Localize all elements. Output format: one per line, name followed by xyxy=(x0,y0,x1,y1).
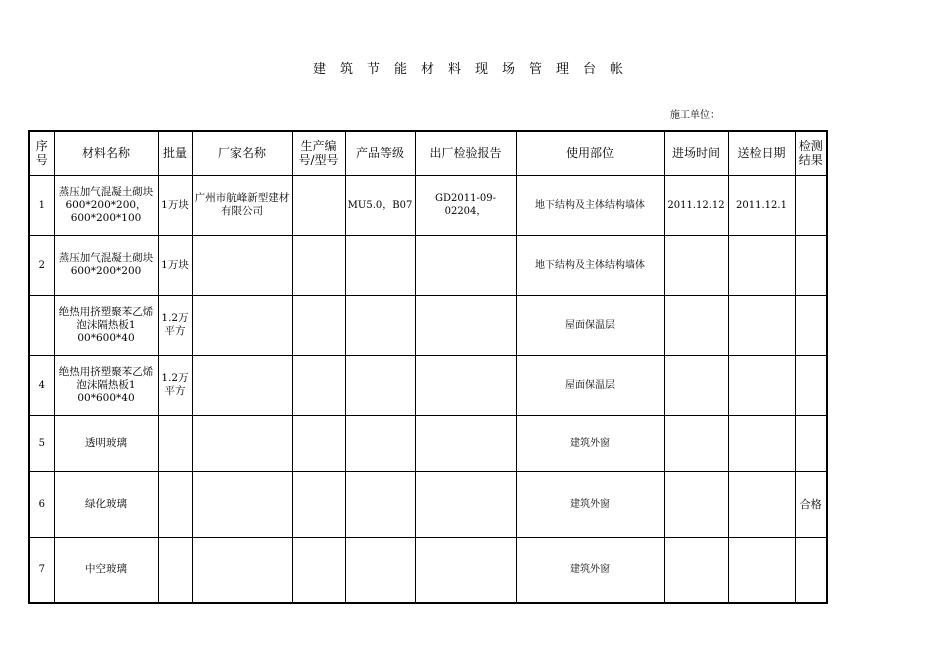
cell-batch: 1万块 xyxy=(158,235,192,295)
cell-test-date xyxy=(728,537,795,603)
cell-manufacturer xyxy=(192,537,292,603)
header-cell-batch: 批量 xyxy=(158,131,192,175)
cell-no xyxy=(29,295,54,355)
cell-factory-report xyxy=(415,235,516,295)
cell-grade: MU5.0，B07 xyxy=(345,175,415,235)
header-cell-location: 使用部位 xyxy=(516,131,664,175)
cell-entry-date xyxy=(664,415,728,471)
cell-grade xyxy=(345,537,415,603)
cell-result xyxy=(795,537,827,603)
cell-entry-date xyxy=(664,235,728,295)
cell-test-date: 2011.12.1 xyxy=(728,175,795,235)
cell-model xyxy=(292,235,345,295)
cell-manufacturer xyxy=(192,471,292,537)
cell-location: 地下结构及主体结构墙体 xyxy=(516,235,664,295)
cell-result: 合格 xyxy=(795,471,827,537)
cell-test-date xyxy=(728,235,795,295)
cell-result xyxy=(795,235,827,295)
cell-test-date xyxy=(728,295,795,355)
cell-grade xyxy=(345,471,415,537)
header-cell-result: 检测结果 xyxy=(795,131,827,175)
cell-batch: 1.2万平方 xyxy=(158,355,192,415)
header-cell-factory-report: 出厂检验报告 xyxy=(415,131,516,175)
cell-factory-report xyxy=(415,415,516,471)
header-cell-test-date: 送检日期 xyxy=(728,131,795,175)
cell-manufacturer xyxy=(192,235,292,295)
table-row xyxy=(29,537,827,603)
table-row xyxy=(29,471,827,537)
cell-material-name: 绝热用挤塑聚苯乙烯泡沫隔热板1 00*600*40 xyxy=(54,355,158,415)
cell-manufacturer xyxy=(192,415,292,471)
cell-manufacturer: 广州市航峰新型建材有限公司 xyxy=(192,175,292,235)
cell-no: 2 xyxy=(29,235,54,295)
cell-entry-date xyxy=(664,471,728,537)
cell-result xyxy=(795,355,827,415)
cell-model xyxy=(292,175,345,235)
cell-grade xyxy=(345,355,415,415)
header-cell-model: 生产编号/型号 xyxy=(292,131,345,175)
cell-result xyxy=(795,415,827,471)
material-ledger-table xyxy=(28,130,828,604)
cell-batch xyxy=(158,415,192,471)
cell-factory-report: GD2011-09-02204， xyxy=(415,175,516,235)
header-cell-no: 序号 xyxy=(29,131,54,175)
cell-location: 屋面保温层 xyxy=(516,295,664,355)
cell-factory-report xyxy=(415,537,516,603)
cell-manufacturer xyxy=(192,295,292,355)
cell-result xyxy=(795,295,827,355)
cell-entry-date: 2011.12.12 xyxy=(664,175,728,235)
cell-location: 屋面保温层 xyxy=(516,355,664,415)
header-cell-grade: 产品等级 xyxy=(345,131,415,175)
cell-entry-date xyxy=(664,295,728,355)
cell-no: 4 xyxy=(29,355,54,415)
cell-material-name: 透明玻璃 xyxy=(54,415,158,471)
cell-entry-date xyxy=(664,537,728,603)
cell-grade xyxy=(345,415,415,471)
cell-location: 建筑外窗 xyxy=(516,471,664,537)
cell-test-date xyxy=(728,415,795,471)
cell-factory-report xyxy=(415,355,516,415)
cell-test-date xyxy=(728,471,795,537)
cell-model xyxy=(292,537,345,603)
table-row xyxy=(29,235,827,295)
cell-batch: 1万块 xyxy=(158,175,192,235)
cell-batch xyxy=(158,537,192,603)
cell-no: 1 xyxy=(29,175,54,235)
cell-material-name: 蒸压加气混凝土砌块600*200*200 xyxy=(54,235,158,295)
table-row xyxy=(29,295,827,355)
page-title: 建筑节能材料现场管理台帐 xyxy=(312,62,637,77)
cell-batch: 1.2万平方 xyxy=(158,295,192,355)
construction-unit-label: 施工单位： xyxy=(670,110,720,121)
cell-location: 地下结构及主体结构墙体 xyxy=(516,175,664,235)
cell-model xyxy=(292,415,345,471)
table-row xyxy=(29,355,827,415)
cell-grade xyxy=(345,235,415,295)
table-row xyxy=(29,175,827,235)
table-row xyxy=(29,415,827,471)
cell-result xyxy=(795,175,827,235)
cell-no: 5 xyxy=(29,415,54,471)
header-cell-manufacturer: 厂家名称 xyxy=(192,131,292,175)
cell-material-name: 蒸压加气混凝土砌块600*200*200，600*200*100 xyxy=(54,175,158,235)
cell-material-name: 中空玻璃 xyxy=(54,537,158,603)
cell-location: 建筑外窗 xyxy=(516,415,664,471)
cell-batch xyxy=(158,471,192,537)
header-cell-entry-date: 进场时间 xyxy=(664,131,728,175)
cell-material-name: 绝热用挤塑聚苯乙烯泡沫隔热板1 00*600*40 xyxy=(54,295,158,355)
cell-factory-report xyxy=(415,295,516,355)
cell-entry-date xyxy=(664,355,728,415)
cell-no: 6 xyxy=(29,471,54,537)
cell-factory-report xyxy=(415,471,516,537)
header-row xyxy=(29,131,827,175)
cell-manufacturer xyxy=(192,355,292,415)
header-cell-material-name: 材料名称 xyxy=(54,131,158,175)
cell-location: 建筑外窗 xyxy=(516,537,664,603)
cell-model xyxy=(292,471,345,537)
cell-model xyxy=(292,295,345,355)
cell-material-name: 绿化玻璃 xyxy=(54,471,158,537)
cell-test-date xyxy=(728,355,795,415)
cell-model xyxy=(292,355,345,415)
cell-grade xyxy=(345,295,415,355)
cell-no: 7 xyxy=(29,537,54,603)
